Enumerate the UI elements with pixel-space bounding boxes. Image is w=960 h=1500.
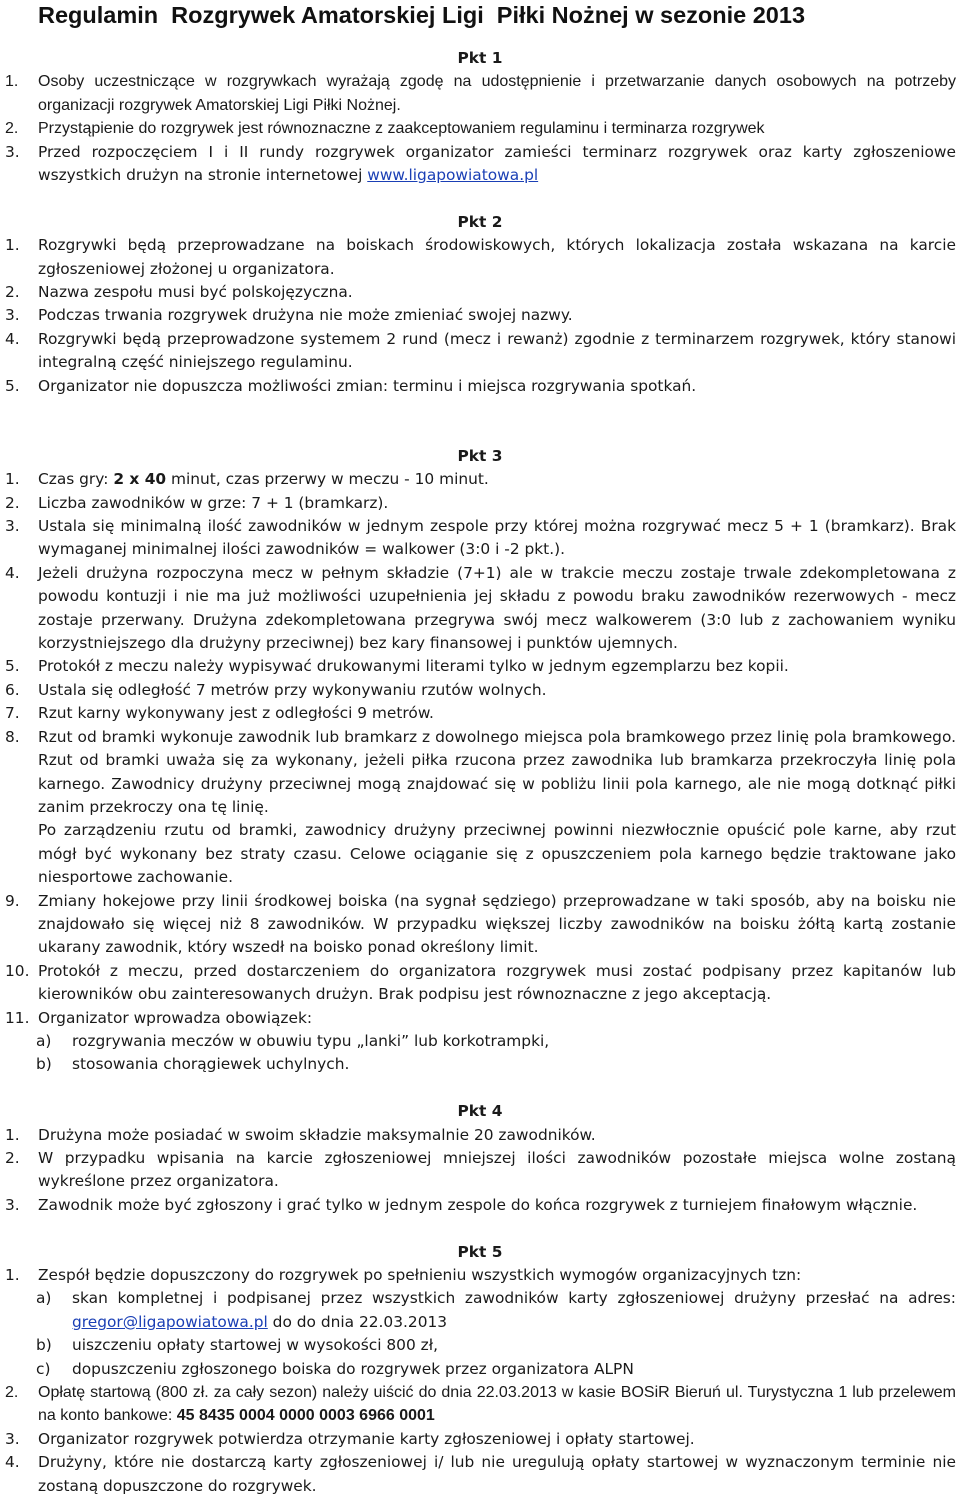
list-item — [0, 281, 956, 304]
list-item — [0, 1381, 956, 1428]
item-text: dopuszczeniu zgłoszonego boiska do rozgrywek przez organizatora ALPN — [72, 1359, 634, 1378]
list-item — [0, 960, 956, 1007]
item-text: Rzut od bramki wykonuje zawodnik lub bramkarz z dowolnego miejsca pola bramkowego przez linię pola bramkowego. Rzut od bramki uważa się za wykonany, jeżeli piłka rzucona przez zawodnika lub bramkarza przekroczyła linię pola karnego. Zawodnicy drużyny przeciwnej mogą znajdować się w pobliżu linii pola karnego, ale nie mogą dotknąć piłki zanim przekroczy ona tę linię. — [38, 727, 956, 816]
item-number: 4. — [5, 329, 20, 348]
item-number: 2. — [5, 1384, 19, 1401]
item-number: 7. — [5, 704, 20, 723]
item-number: 1. — [5, 73, 19, 91]
item-text: minut, czas przerwy w meczu - 10 minut. — [166, 470, 489, 489]
item-text: Podczas trwania rozgrywek drużyna nie może zmieniać swojej nazwy. — [38, 306, 573, 325]
item-text: uiszczeniu opłaty startowej w wysokości 800 zł, — [72, 1336, 438, 1355]
section-heading-pkt3: Pkt 3 — [457, 446, 503, 465]
item-number: 1. — [5, 1265, 20, 1284]
item-text: Przed rozpoczęciem I i II rundy rozgrywek organizator zamieści terminarz rozgrywek oraz karty zgłoszeniowe wszystkich drużyn na stronie internetowej — [38, 142, 956, 185]
list-item — [0, 1428, 956, 1451]
item-text: Jeżeli drużyna rozpoczyna mecz w pełnym składzie (7+1) ale w trakcie meczu zostaje trwale zdekompletowana z powodu kontuzji i nie ma już możliwości uzupełnienia jej składu z powodu braku zawodników rezerwowych - mecz zostaje przerwany. Drużyna zdekompletowana przegrywa swój mecz walkowerem (3:0 lub z zachowaniem wyniku korzystniejszego dla drużyny przeciwnej) bez kary finansowej i punktów ujemnych. — [38, 563, 956, 653]
item-text: Protokół z meczu, przed dostarczeniem do organizatora rozgrywek musi zostać podpisany przez kapitanów lub kierowników obu zainteresowanych drużyn. Brak podpisu jest równoznaczne z jego akceptacją. — [38, 961, 956, 1004]
list-item — [0, 1007, 956, 1030]
item-number: 2. — [5, 120, 19, 138]
list-item — [0, 304, 956, 327]
item-number: 6. — [5, 680, 20, 699]
sub-list-item — [0, 1030, 956, 1053]
item-number: 11. — [5, 1008, 30, 1027]
item-text: Protokół z meczu należy wypisywać drukowanymi literami tylko w jednym egzemplarzu bez kopii. — [38, 657, 789, 676]
item-text: Organizator wprowadza obowiązek: — [38, 1008, 313, 1027]
list-item — [0, 702, 956, 725]
item-number: 4. — [5, 563, 20, 582]
list-item — [0, 375, 956, 398]
list-item — [0, 1451, 956, 1498]
list-item — [0, 468, 956, 491]
item-text: Zespół będzie dopuszczony do rozgrywek po spełnieniu wszystkich wymogów organizacyjnych tzn: — [38, 1265, 802, 1284]
item-text: skan kompletnej i podpisanej przez wszystkich zawodników karty zgłoszeniowej drużyny przesłać na adres: — [72, 1289, 956, 1308]
item-text: Czas gry: — [38, 470, 114, 489]
item-text: Rozgrywki będą przeprowadzone systemem 2 rund (mecz i rewanż) zgodnie z terminarzem rozgrywek, który stanowi integralną część niniejszego regulaminu. — [38, 329, 956, 372]
list-item — [0, 328, 956, 375]
list-item — [0, 1147, 956, 1194]
item-number: 2. — [5, 1148, 20, 1167]
item-text: Organizator nie dopuszcza możliwości zmian: terminu i miejsca rozgrywania spotkań. — [38, 376, 697, 395]
list-item — [0, 1124, 956, 1147]
item-letter: a) — [36, 1031, 52, 1050]
item-number: 5. — [5, 657, 20, 676]
item-text: Opłatę startową (800 zł. za cały sezon) należy uiścić do dnia 22.03.2013 w kasie BOSiR Bieruń ul. Turystyczna 1 lub przelewem na konto bankowe: — [38, 1384, 956, 1425]
item-text: Nazwa zespołu musi być polskojęzyczna. — [38, 283, 353, 302]
list-item — [0, 70, 956, 117]
item-number: 1. — [5, 236, 20, 255]
item-text: rozgrywania meczów w obuwiu typu „lanki” lub korkotrampki, — [72, 1031, 550, 1050]
item-number: 3. — [5, 1429, 20, 1448]
list-item — [0, 234, 956, 281]
list-item — [0, 1194, 956, 1217]
item-number: 3. — [5, 306, 20, 325]
item-text: Osoby uczestniczące w rozgrywkach wyrażają zgodę na udostępnienie i przetwarzanie danych osobowych na potrzeby organizacji rozgrywek Amatorskiej Ligi Piłki Nożnej. — [38, 73, 956, 114]
item-text: Rzut karny wykonywany jest z odległości 9 metrów. — [38, 704, 434, 723]
item-letter: b) — [36, 1336, 52, 1355]
sub-list-item — [0, 1334, 956, 1357]
item-number: 10. — [5, 961, 30, 980]
bank-account-number: 45 8435 0004 0000 0003 6966 0001 — [176, 1407, 435, 1425]
item-number: 1. — [5, 1125, 20, 1144]
list-item — [0, 679, 956, 702]
list-item — [0, 141, 956, 188]
item-text: Zawodnik może być zgłoszony i grać tylko w jednym zespole do końca rozgrywek z turniejem finałowym włącznie. — [38, 1195, 918, 1214]
list-item — [0, 655, 956, 678]
document-body — [0, 47, 960, 1498]
list-item — [0, 515, 956, 562]
item-number: 3. — [5, 142, 20, 161]
item-letter: b) — [36, 1055, 52, 1074]
item-text: Liczba zawodników w grze: 7 + 1 (bramkarz). — [38, 493, 389, 512]
list-item — [0, 492, 956, 515]
item-number: 1. — [5, 470, 20, 489]
item-number: 9. — [5, 891, 20, 910]
list-item — [0, 726, 956, 820]
list-item — [0, 562, 956, 656]
item-letter: a) — [36, 1289, 52, 1308]
document-title: Regulamin Rozgrywek Amatorskiej Ligi Piłki Nożnej w sezonie 2013 — [38, 2, 806, 28]
section-heading-pkt5: Pkt 5 — [457, 1242, 503, 1261]
item-text: Zmiany hokejowe przy linii środkowej boiska (na sygnał sędziego) przeprowadzane w taki sposób, aby na boisku nie znajdowało się więcej niż 8 zawodników. W przypadku większej liczby zawodników na boisku żółtą kartą zostanie ukarany zawodnik, który wszedł na boisko ponad określony limit. — [38, 891, 956, 957]
item-text: W przypadku wpisania na karcie zgłoszeniowej mniejszej ilości zawodników pozostałe miejsca wolne zostaną wykreślone przez organizatora. — [38, 1148, 956, 1191]
sub-list-item — [0, 1287, 956, 1334]
section-heading-pkt1: Pkt 1 — [457, 49, 503, 67]
item-text: Drużyna może posiadać w swoim składzie maksymalnie 20 zawodników. — [38, 1125, 596, 1144]
list-item — [0, 890, 956, 960]
item-text: stosowania chorągiewek uchylnych. — [72, 1055, 350, 1074]
item-number: 2. — [5, 493, 20, 512]
sub-list-item — [0, 1053, 956, 1076]
item-text: do do dnia 22.03.2013 — [267, 1312, 448, 1331]
list-item-continuation: Po zarządzeniu rzutu od bramki, zawodnicy drużyny przeciwnej powinni niezwłocznie opuścić pole karne, aby rzut mógł być wykonany bez straty czasu. Celowe ociąganie się z opuszczeniem pola karnego będzie traktowane jako niesportowe zachowanie. — [38, 821, 956, 887]
item-number: 3. — [5, 1195, 20, 1214]
item-number: 4. — [5, 1453, 20, 1472]
item-text: Ustala się minimalną ilość zawodników w jednym zespole przy której można rozgrywać mecz 5 + 1 (bramkarz). Brak wymaganej minimalnej ilości zawodników = walkower (3:0 i -2 pkt.). — [38, 517, 956, 559]
item-text: Drużyny, które nie dostarczą karty zgłoszeniowej i/ lub nie uregulują opłaty startowej w wyznaczonym terminie nie zostaną dopuszczone do rozgrywek. — [38, 1453, 956, 1495]
item-text: Ustala się odległość 7 metrów przy wykonywaniu rzutów wolnych. — [38, 680, 547, 699]
list-item — [0, 1264, 956, 1287]
email-link[interactable]: gregor@ligapowiatowa.pl — [72, 1312, 268, 1331]
list-item — [0, 117, 956, 140]
item-number: 8. — [5, 727, 20, 746]
item-number: 2. — [5, 283, 20, 302]
item-number: 5. — [5, 376, 20, 395]
sub-list-item — [0, 1358, 956, 1381]
item-number: 3. — [5, 517, 20, 536]
item-text: Przystąpienie do rozgrywek jest równoznaczne z zaakceptowaniem regulaminu i terminarza rozgrywek — [38, 120, 765, 138]
section-heading-pkt4: Pkt 4 — [457, 1102, 503, 1121]
website-link[interactable]: www.ligapowiatowa.pl — [367, 166, 539, 185]
item-text: Organizator rozgrywek potwierdza otrzymanie karty zgłoszeniowej i opłaty startowej. — [38, 1429, 695, 1448]
item-text-bold: 2 x 40 — [113, 470, 167, 489]
section-heading-pkt2: Pkt 2 — [457, 212, 503, 231]
item-letter: c) — [36, 1359, 51, 1378]
item-text: Rozgrywki będą przeprowadzane na boiskach środowiskowych, których lokalizacja została wskazana na karcie zgłoszeniowej złożonej u organizatora. — [38, 236, 956, 278]
